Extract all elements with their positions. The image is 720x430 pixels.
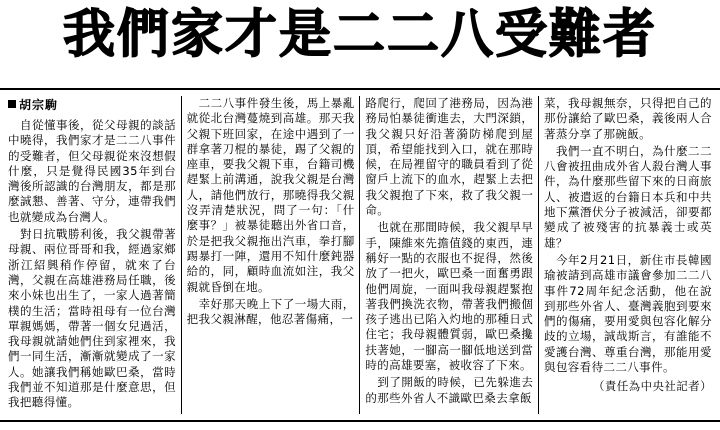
paragraph: 對日抗戰勝利後，我父親帶著母親、兩位哥哥和我，經過家鄉浙江紹興稍作停留，就來了台灣，父親在高雄港務局任職，後來小妹也出生了，一家人過著簡樸的生活；當時祖母有一位台灣單親媽媽，帶著一個女兒過活，我母親就請她們住到家裡來，我們一同生活，漸漸就變成了一家人。她讓我們稱她歐巴桑，當時我們並不知道那是什麼意思，但我把聽得懂。 — [8, 227, 176, 410]
paragraph: 今年2月21日，新住市長韓國瑜被請到高雄市議會參加二二八事件72周年紀念活動，他在說到那些外省人、臺灣義胞到要來們的傷痛，要用愛與包容化解分歧的立場，誠哉斯言，有誰能不愛護台灣、尊重台灣，那能用愛與包容看待二二八事件。 — [543, 252, 712, 375]
column-divider — [181, 96, 182, 414]
article-credit: （責任為中央社記者） — [592, 379, 712, 394]
column-1 — [8, 96, 176, 414]
paragraph: 路爬行，爬回了港務局，因為港務局怕暴徒衝進去，大門深鎖，我父親只好沿著漪防梯爬到屋頂，希望能找到入口，就在那時候，在局裡留守的職員看到了從窗戶上流下的血水，趕緊上去把我父親抱了下來，救了我父親一命。 — [365, 96, 534, 218]
paragraph: 自從懂事後，從父母親的談話中曉得，我們家才是二二八事件的受難者，但父母親從來沒想假什麼，只是覺得民國35年到台灣後所認識的台灣朋友，都是那麼誠懇、善著、守分，連帶我們也就變成為台灣人。 — [8, 118, 176, 224]
byline-marker-icon — [8, 100, 16, 108]
paragraph: 也就在那間時候，我父親早早手，陳維來先擔值錢的東西，連稱好一點的衣服也不捉得，然後放了一把火，歐巴桑一面奮勇跟他們周旋，一面叫我母親趕緊抱著我們換洗衣物，帶著我們搬個孩子逃出已陷入灼地的那種日式住宅；我母親體質弱，歐巴桑攙扶著她，一腳高一腳低地送到當時的高雄要塞，被收容了下來。 — [365, 220, 534, 373]
page-title: 我們家才是二二八受難者 — [62, 5, 657, 65]
article-columns — [8, 96, 712, 414]
paragraph: 幸好那天晚上下了一場大雨，把我父親淋醒，他忍著傷痛，一 — [186, 296, 355, 327]
column-2 — [187, 96, 355, 414]
paragraph: 菜，我母親無奈，只得把自己的那份讓給了歐巴桑，義後兩人合著蒸分享了那碗飯。 — [543, 96, 712, 141]
column-3 — [365, 96, 533, 414]
paragraph: 到了開飯的時候，已先躲進去的那些外省人不識歐巴桑去拿飯 — [365, 375, 534, 405]
column-4 — [544, 96, 712, 414]
column-divider — [538, 96, 539, 414]
bottom-divider — [0, 420, 720, 422]
top-divider — [0, 88, 720, 90]
byline — [8, 96, 176, 114]
paragraph: 我們一直不明白，為什麼二二八會被扭曲成外省人殺台灣人事件，為什麼那些留下來的日商旅人、被遣返的台籍日本兵和中共地下黨潛伏分子被減活，卻要都變成了被殘害的抗暴義士或英雄？ — [543, 143, 712, 250]
byline-text: 胡宗駒 — [19, 98, 59, 112]
paragraph: 二二八事件發生後，馬上暴亂就從北台灣蔓燒到高雄。那天我父親下班回家，在途中遇到了一群拿著刀棍的暴徒，踢了父親的座車，要我父親下車，台籍司機趕緊上前溝通，說我父親是台灣人，請他們放行，那曉得我父親沒弄清楚狀況，問了一句：「什麼事？」被暴徒聽出外省口音，於是把我父親拖出汽車，拳打腳踢暴打一陣，還用不知什麼鈍器給的，同，顧時血流如注，我父親就昏倒在地。 — [186, 96, 355, 294]
column-divider — [359, 96, 360, 414]
